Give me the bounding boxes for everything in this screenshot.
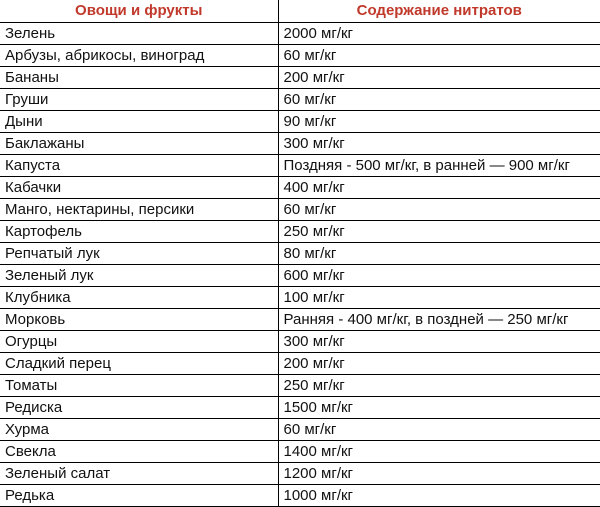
nitrate-value-cell: Ранняя - 400 мг/кг, в поздней — 250 мг/кг xyxy=(278,309,600,331)
product-name-cell: Клубника xyxy=(0,287,278,309)
nitrate-value-cell: 1200 мг/кг xyxy=(278,463,600,485)
product-name-cell: Сладкий перец xyxy=(0,353,278,375)
product-name-cell: Манго, нектарины, персики xyxy=(0,199,278,221)
table-row xyxy=(0,45,600,67)
table-row xyxy=(0,375,600,397)
nitrate-value-cell: 60 мг/кг xyxy=(278,419,600,441)
product-name-cell: Свекла xyxy=(0,441,278,463)
header-nitrate-content: Содержание нитратов xyxy=(278,0,600,23)
nitrate-value-cell: Поздняя - 500 мг/кг, в ранней — 900 мг/кг xyxy=(278,155,600,177)
nitrate-value-cell: 60 мг/кг xyxy=(278,199,600,221)
nitrate-value-cell: 400 мг/кг xyxy=(278,177,600,199)
table-row xyxy=(0,23,600,45)
nitrate-value-cell: 1500 мг/кг xyxy=(278,397,600,419)
product-name-cell: Зелень xyxy=(0,23,278,45)
product-name-cell: Зеленый лук xyxy=(0,265,278,287)
product-name-cell: Кабачки xyxy=(0,177,278,199)
table-row xyxy=(0,177,600,199)
product-name-cell: Морковь xyxy=(0,309,278,331)
nitrate-value-cell: 1000 мг/кг xyxy=(278,485,600,507)
product-name-cell: Баклажаны xyxy=(0,133,278,155)
nitrate-value-cell: 60 мг/кг xyxy=(278,89,600,111)
header-vegetables-fruits: Овощи и фрукты xyxy=(0,0,278,23)
table-row xyxy=(0,353,600,375)
nitrate-value-cell: 2000 мг/кг xyxy=(278,23,600,45)
product-name-cell: Капуста xyxy=(0,155,278,177)
nitrate-value-cell: 250 мг/кг xyxy=(278,375,600,397)
product-name-cell: Хурма xyxy=(0,419,278,441)
table-row xyxy=(0,221,600,243)
product-name-cell: Бананы xyxy=(0,67,278,89)
table-row xyxy=(0,485,600,507)
nitrate-value-cell: 200 мг/кг xyxy=(278,353,600,375)
table-row xyxy=(0,111,600,133)
table-row xyxy=(0,419,600,441)
table-row xyxy=(0,199,600,221)
table-row xyxy=(0,155,600,177)
nitrate-value-cell: 1400 мг/кг xyxy=(278,441,600,463)
table-row xyxy=(0,331,600,353)
table-row xyxy=(0,397,600,419)
nitrate-value-cell: 300 мг/кг xyxy=(278,133,600,155)
product-name-cell: Редька xyxy=(0,485,278,507)
product-name-cell: Груши xyxy=(0,89,278,111)
nitrate-value-cell: 90 мг/кг xyxy=(278,111,600,133)
product-name-cell: Томаты xyxy=(0,375,278,397)
table-row xyxy=(0,463,600,485)
product-name-cell: Огурцы xyxy=(0,331,278,353)
nitrate-value-cell: 100 мг/кг xyxy=(278,287,600,309)
nitrate-value-cell: 80 мг/кг xyxy=(278,243,600,265)
table-header-row xyxy=(0,0,600,23)
nitrate-value-cell: 60 мг/кг xyxy=(278,45,600,67)
product-name-cell: Арбузы, абрикосы, виноград xyxy=(0,45,278,67)
product-name-cell: Зеленый салат xyxy=(0,463,278,485)
table-row xyxy=(0,133,600,155)
nitrate-value-cell: 200 мг/кг xyxy=(278,67,600,89)
nitrate-value-cell: 600 мг/кг xyxy=(278,265,600,287)
product-name-cell: Репчатый лук xyxy=(0,243,278,265)
table-row xyxy=(0,441,600,463)
table-row xyxy=(0,265,600,287)
nitrate-value-cell: 300 мг/кг xyxy=(278,331,600,353)
table-row xyxy=(0,287,600,309)
product-name-cell: Редиска xyxy=(0,397,278,419)
table-row xyxy=(0,67,600,89)
product-name-cell: Картофель xyxy=(0,221,278,243)
table-row xyxy=(0,309,600,331)
table-row xyxy=(0,89,600,111)
table-row xyxy=(0,243,600,265)
nitrate-value-cell: 250 мг/кг xyxy=(278,221,600,243)
product-name-cell: Дыни xyxy=(0,111,278,133)
